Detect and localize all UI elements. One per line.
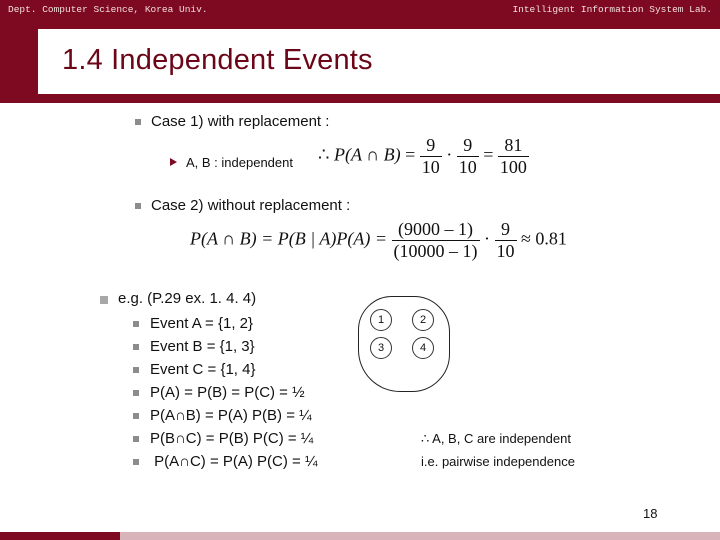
bullet-square-icon [100,296,108,304]
footer-accent [0,532,120,540]
case1-formula-args: (A ∩ B) [344,144,401,165]
case1-label: Case 1) with replacement : [151,113,330,130]
fraction-numerator: 9 [420,136,442,157]
case2-formula-lhs: P(A ∩ B) = P(B | A)P(A) = [190,228,388,249]
example-item: P(B∩C) = P(B) P(C) = ¼ [150,430,314,447]
outcome-circle: 4 [412,337,434,359]
case2-label: Case 2) without replacement : [151,197,351,214]
header-department: Dept. Computer Science, Korea Univ. [8,4,208,15]
example-item: P(A) = P(B) = P(C) = ½ [150,384,305,401]
bullet-square-icon [133,436,139,442]
fraction-denominator: 10 [458,156,477,177]
fraction-numerator: (9000 – 1) [392,220,480,241]
fraction-numerator: 9 [457,136,479,157]
bullet-square-icon [133,321,139,327]
fraction-denominator: 10 [496,240,515,261]
fraction [495,220,517,261]
bullet-square-icon [133,459,139,465]
example-heading: e.g. (P.29 ex. 1. 4. 4) [118,290,257,307]
fraction [420,136,442,177]
example-item: Event C = {1, 4} [150,361,256,378]
outcome-circle: 1 [370,309,392,331]
conclusion-pairwise: i.e. pairwise independence [421,454,575,469]
fraction [392,220,480,261]
example-item: P(A∩C) = P(A) P(C) = ¼ [150,453,318,470]
conclusion-independent: ∴ A, B, C are independent [421,431,571,446]
bullet-square-icon [133,390,139,396]
therefore-symbol: ∴ [318,144,330,165]
fraction-numerator: 9 [495,220,517,241]
bullet-square-icon [135,203,141,209]
bullet-square-icon [133,344,139,350]
bullet-square-icon [135,119,141,125]
fraction-denominator: (10000 – 1) [393,240,478,261]
outcome-circle: 3 [370,337,392,359]
case1-formula-p: P [333,144,345,165]
header-lab: Intelligent Information System Lab. [512,4,712,15]
case2-formula: P(A ∩ B) = P(B | A)P(A) = $\frac{(9000 - 1)}{(10000 - 1)}$ · $\frac{9}{10}$ ≈ 0.81 [190,219,567,261]
fraction-denominator: 100 [499,156,527,177]
example-item: P(A∩B) = P(A) P(B) = ¼ [150,407,312,424]
bullet-square-icon [133,367,139,373]
outcome-circle: 2 [412,309,434,331]
page-number: 18 [643,506,658,521]
fraction-numerator: 81 [498,136,529,157]
bullet-square-icon [133,413,139,419]
fraction [457,136,479,177]
fraction [498,136,529,177]
bullet-triangle-icon [170,158,177,166]
case1-formula: ∴ P(A ∩ B) = $\frac{9}{10}$ · $\frac{9}{10}$ = $\frac{81}{100}$ [318,135,527,177]
approx-value: ≈ 0.81 [521,228,567,249]
fraction-denominator: 10 [421,156,440,177]
slide-title: 1.4 Independent Events [62,44,373,76]
example-item: Event A = {1, 2} [150,315,254,332]
example-item: Event B = {1, 3} [150,338,255,355]
case1-sub: A, B : independent [186,155,293,170]
